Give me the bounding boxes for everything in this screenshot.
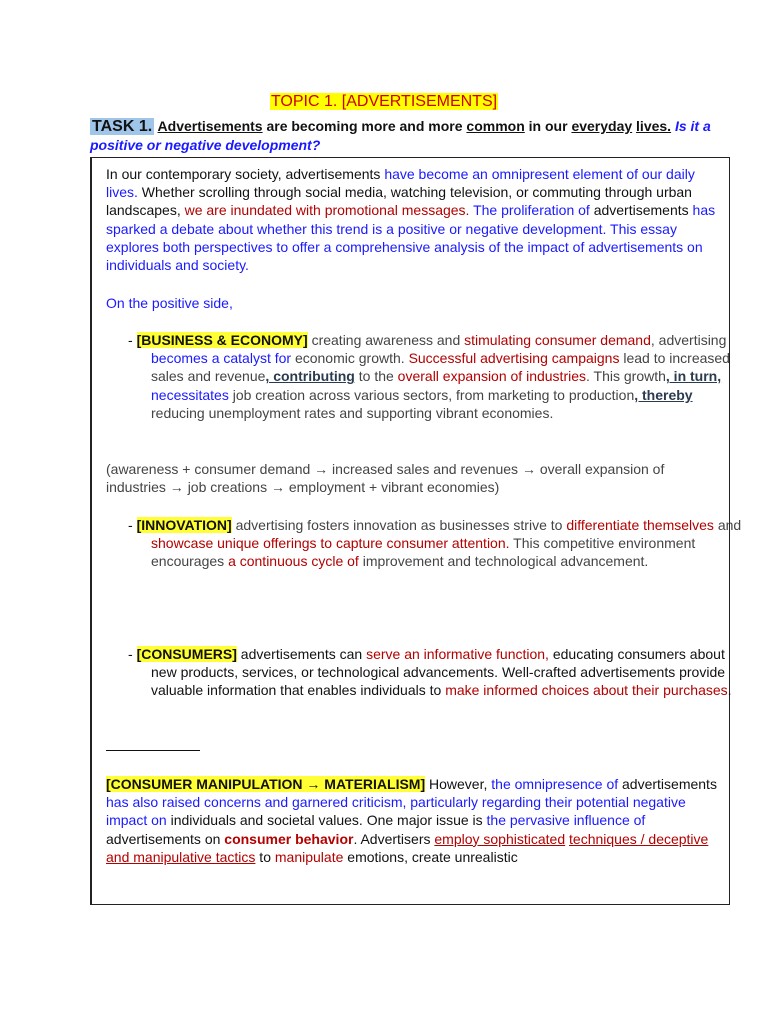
manipulation-phrase-pervasive: the pervasive influence of <box>486 812 646 829</box>
point-business-economy <box>128 331 745 422</box>
manipulation-text-1: However, <box>425 776 492 792</box>
business-phrase-demand: stimulating consumer demand <box>464 332 651 348</box>
business-phrase-catalyst: becomes a catalyst for <box>151 350 292 367</box>
business-text-8: reducing unemployment rates and supporting vibrant economies. <box>151 404 554 421</box>
task-text-2: in our <box>524 118 572 134</box>
business-text-4: lead to increased sales and revenue <box>151 350 730 385</box>
manipulation-phrase-concerns: has also raised concerns and garnered criticism, particularly regarding their potential negative impact on <box>106 794 686 829</box>
tag-innovation: [INNOVATION] <box>136 517 232 533</box>
innovation-text-3: This competitive environment encourages <box>151 535 696 570</box>
point-consumers <box>128 645 745 700</box>
manipulation-paragraph <box>106 775 718 866</box>
innovation-text-4: improvement and technological advancement. <box>358 553 649 570</box>
business-linker-thereby: , thereby <box>634 386 693 403</box>
innovation-text-1: advertising fosters innovation as businesses strive to <box>231 517 567 533</box>
innovation-phrase-cycle: a continuous cycle of <box>228 553 359 570</box>
task-question: Is it a positive or negative development? <box>90 118 711 153</box>
intro-phrase-proliferation: The proliferation of <box>473 202 590 219</box>
consumers-text-2: educating consumers about new products, services, or technological advancements. Well-crafted advertisements provide valuable information that enables individuals to <box>151 646 726 699</box>
intro-phrase-debate: has sparked a debate about whether this trend is a positive or negative development. This essay explores both perspectives to offer a comprehensive analysis of the impact of advertisements on individuals and society. <box>106 202 716 274</box>
section-divider <box>106 750 200 751</box>
intro-phrase-omnipresent: have become an omnipresent element of our daily lives. <box>106 166 695 201</box>
innovation-phrase-differentiate: differentiate themselves <box>566 517 714 533</box>
consumers-text-3: . <box>727 682 732 699</box>
task-text-1: are becoming more and more <box>262 118 467 134</box>
task-word-everyday: everyday <box>571 118 633 134</box>
bullet-dash: - <box>128 646 137 662</box>
business-text-7: job creation across various sectors, from marketing to production <box>228 386 635 403</box>
manipulation-phrase-techniques: techniques / deceptive and manipulative tactics <box>106 830 709 865</box>
business-linker-contributing: , contributing <box>265 368 355 385</box>
task-word-common: common <box>466 118 525 134</box>
intro-text-2: Whether scrolling through social media, watching television, or commuting through urban landscapes, <box>106 184 692 219</box>
manipulation-phrase-omnipresence: the omnipresence of <box>491 776 619 792</box>
intro-paragraph <box>106 165 718 274</box>
summary-chain: (awareness + consumer demand → increased sales and revenues → overall expansion of industries → job creations → employment + vibrant economies) <box>106 461 665 496</box>
intro-phrase-inundated: we are inundated with promotional messages. <box>184 202 470 219</box>
manipulation-text-2: advertisements <box>618 776 717 792</box>
task-word-advertisements: Advertisements <box>157 118 263 134</box>
manipulation-text-7: emotions, create unrealistic <box>343 848 518 865</box>
consumers-phrase-informative: serve an informative function, <box>366 646 549 662</box>
business-text-3: economic growth. <box>291 350 409 367</box>
tag-consumer-manipulation: [CONSUMER MANIPULATION → MATERIALISM] <box>106 776 426 792</box>
topic-title-text: TOPIC 1. [ADVERTISEMENTS] <box>270 93 498 110</box>
business-linker-in-turn: , in turn, <box>665 368 722 385</box>
business-text-5: to the <box>354 368 398 385</box>
point-innovation <box>128 516 745 571</box>
manipulation-phrase-employ: employ sophisticated <box>434 830 566 847</box>
tag-consumers: [CONSUMERS] <box>136 646 237 662</box>
innovation-text-2: and <box>713 517 742 533</box>
intro-text-1: In our contemporary society, advertisements <box>106 166 385 182</box>
task-heading <box>90 117 730 155</box>
business-text-6: . This growth <box>586 368 666 385</box>
business-phrase-campaigns: Successful advertising campaigns <box>408 350 620 367</box>
manipulation-text-5: . Advertisers <box>353 830 435 847</box>
manipulation-text-4: advertisements on <box>106 830 225 847</box>
manipulation-phrase-manipulate: manipulate <box>274 848 344 865</box>
essay-box <box>90 157 742 905</box>
intro-text-3: advertisements <box>589 202 693 219</box>
consumers-text-1: advertisements can <box>236 646 367 662</box>
business-phrase-necessitates: necessitates <box>151 386 229 403</box>
manipulation-phrase-consumer-behavior: consumer behavior <box>224 830 354 847</box>
business-text-1: creating awareness and <box>307 332 465 348</box>
bullet-dash: - <box>128 517 137 533</box>
task-word-lives: lives. <box>636 118 672 134</box>
business-phrase-expansion: overall expansion of industries <box>397 368 587 385</box>
topic-title <box>0 92 768 112</box>
innovation-phrase-showcase: showcase unique offerings to capture consumer attention. <box>151 535 510 552</box>
manipulation-text-3: individuals and societal values. One major issue is <box>166 812 487 829</box>
positive-side-intro: On the positive side, <box>106 295 233 311</box>
tag-business-economy: [BUSINESS & ECONOMY] <box>136 332 308 348</box>
manipulation-text-6: to <box>255 848 275 865</box>
consumers-phrase-informed-choices: make informed choices about their purchases <box>445 682 728 699</box>
bullet-dash: - <box>128 332 137 348</box>
business-text-2: , advertising <box>650 332 727 348</box>
task-label: TASK 1. <box>92 118 153 135</box>
